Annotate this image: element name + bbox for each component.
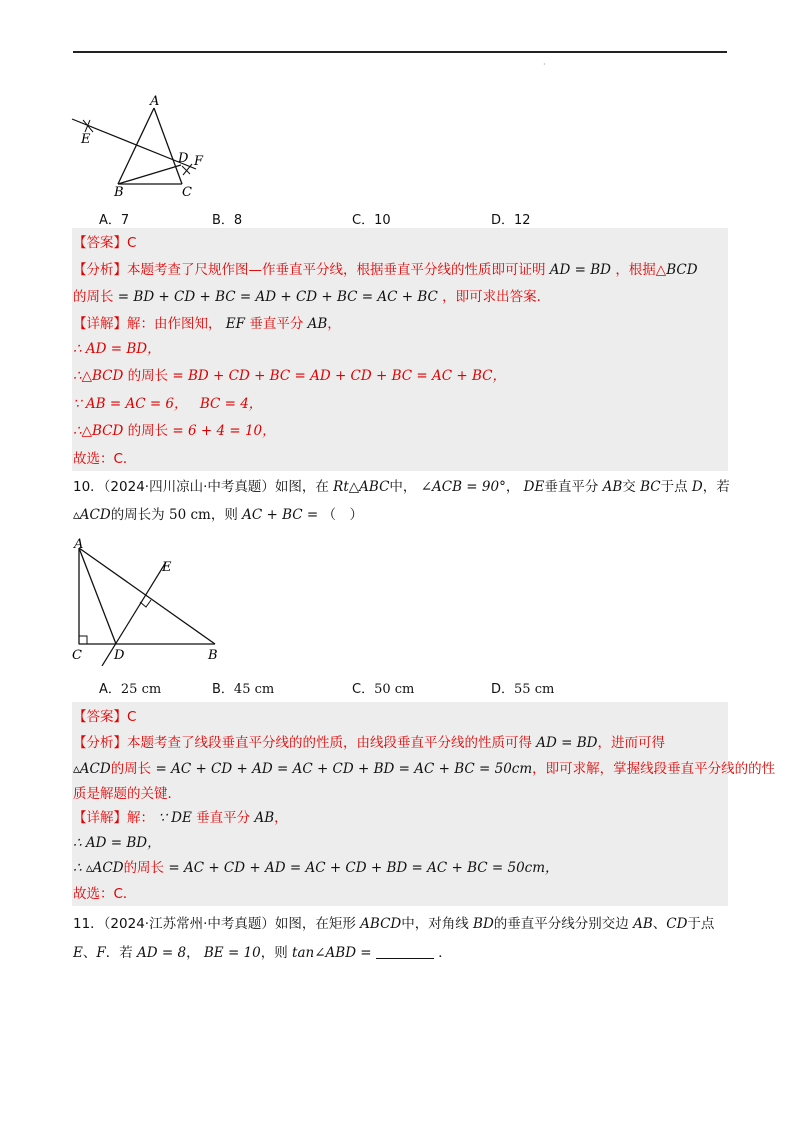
q9-answer: 【答案】C: [73, 235, 137, 251]
q11-text-b: 中，对角线: [401, 916, 469, 932]
q11-l2-math-1: E: [73, 945, 83, 961]
q10-stem-math-1: Rt△ABC: [333, 479, 390, 495]
q10-analysis-equation: = AC + CD + AD = AC + CD + BD = AC + BC = 50cm: [155, 761, 533, 777]
q9-analysis-text: 【分析】本题考查了尺规作图—作垂直平分线，根据垂直平分线的性质即可证明: [73, 262, 546, 278]
q9-step-4-tri: ∴△BCD: [73, 423, 124, 439]
q10-analysis-tri: ▵ACD: [73, 761, 111, 777]
q10-analysis-perimeter: 的周长: [110, 761, 152, 777]
q9-label-E: E: [81, 132, 91, 147]
q9-step-4: [73, 422, 276, 440]
q10-analysis-math: AD = BD: [536, 735, 598, 751]
q10-stem-text-c: ，: [505, 479, 520, 495]
q10-label-C: C: [72, 648, 82, 663]
q10-detail-math2: AB: [254, 810, 275, 826]
q9-option-a: A．7: [99, 213, 130, 228]
q10-label-E: E: [162, 560, 172, 575]
q9-detail-math2: AB: [307, 316, 328, 332]
q9-analysis-tail-math: BCD: [666, 262, 698, 278]
q10-stem-line1: [73, 478, 730, 496]
q9-detail-label: 【详解】解：由作图知，: [73, 316, 222, 332]
q10-stem-text-f: 于点: [660, 479, 688, 495]
q10-option-d: D．55 cm: [491, 682, 555, 697]
q10-stem2-math-3: AC + BC =: [242, 507, 319, 523]
q9-step-2: [73, 367, 506, 385]
q10-detail-end: ，: [274, 810, 288, 826]
q10-stem2-text-a: 的周长为: [110, 507, 165, 523]
q10-step-2-eq: = AC + CD + AD = AC + CD + BD = AC + BC = 50cm，: [168, 860, 559, 876]
q9-analysis-equation: = BD + CD + BC = AD + CD + BC = AC + BC: [117, 289, 438, 305]
q10-label-D: D: [114, 648, 125, 663]
q11-l2-text-d: ，则: [260, 945, 288, 961]
q9-step-1-math: ∴ AD = BD，: [73, 341, 161, 357]
q10-stem-math-4: AB: [602, 479, 623, 495]
q11-line1: [73, 915, 714, 933]
header-dot: ·: [543, 60, 546, 69]
q11-l2-math-3: AD = 8: [137, 945, 187, 961]
q9-option-d: D．12: [491, 213, 531, 228]
q10-step-1-math: ∴ AD = BD，: [73, 835, 161, 851]
q10-analysis-line2: [73, 760, 775, 778]
q11-l2-text-c: ，: [186, 945, 200, 961]
q9-detail-math: EF: [225, 316, 246, 332]
q9-step-1: [73, 340, 161, 358]
q10-answer: 【答案】C: [73, 709, 137, 725]
q10-stem-text-a: 10．（2024·四川凉山·中考真题）如图，在: [73, 479, 329, 495]
q10-label-A: A: [74, 537, 84, 552]
q11-l2-math-5: tan∠ABD =: [292, 945, 372, 961]
q10-step-1: [73, 834, 161, 852]
q11-l2-text-a: 、: [82, 945, 97, 961]
q9-choose: 故选：C．: [73, 451, 137, 467]
q9-step-2-text: 的周长: [127, 368, 169, 384]
q11-math-2: BD: [473, 916, 494, 932]
q10-detail-math: ∵ DE: [158, 810, 192, 826]
q10-stem-text-d: 垂直平分: [544, 479, 599, 495]
q9-detail-text: 垂直平分: [249, 316, 304, 332]
q11-math-1: ABCD: [360, 916, 402, 932]
q9-step-3: [73, 395, 262, 413]
q10-stem2-text-b: ，则: [210, 507, 238, 523]
q9-analysis-tail: ，根据△: [615, 262, 667, 278]
q10-stem-math-5: BC: [640, 479, 661, 495]
q10-label-B: B: [208, 648, 218, 663]
q11-l2-text-b: ．若: [105, 945, 133, 961]
q9-step-4-text: 的周长: [127, 423, 169, 439]
q11-math-4: CD: [666, 916, 688, 932]
q10-choose: 故选：C．: [73, 886, 137, 902]
q10-stem-math-6: D: [691, 479, 703, 495]
q10-step-2-tri: ∴ ▵ACD: [73, 860, 124, 876]
q9-label-A: A: [150, 94, 160, 109]
q9-label-B: B: [114, 185, 124, 200]
q9-analysis-math: AD = BD: [549, 262, 612, 278]
header-rule: [73, 51, 727, 53]
q9-step-3-a: ∵ AB = AC = 6，: [73, 396, 188, 412]
q10-stem-math-2: ∠ACB = 90°: [420, 479, 506, 495]
q9-analysis-line1: [73, 261, 698, 279]
q10-stem2-math-1: ▵ACD: [73, 507, 111, 523]
q11-l2-math-4: BE = 10: [203, 945, 261, 961]
q9-option-c: C．10: [352, 213, 391, 228]
q9-figure: [70, 92, 220, 200]
q11-text-c: 的垂直平分线分别交边: [493, 916, 629, 932]
q10-stem2-blank: （ ）: [322, 507, 363, 523]
q9-step-2-eq: = BD + CD + BC = AD + CD + BC = AC + BC，: [172, 368, 506, 384]
q10-stem-text-b: 中，: [389, 479, 417, 495]
q10-step-2: [73, 859, 559, 877]
q9-analysis-perimeter: 的周长: [73, 289, 114, 305]
q9-step-3-b: BC = 4，: [199, 396, 263, 412]
q10-analysis-line1: [73, 734, 665, 752]
q9-label-D: D: [178, 151, 189, 166]
q11-text-d: 、: [652, 916, 667, 932]
q11-line2: [73, 944, 452, 962]
q10-analysis-text: 【分析】本题考查了线段垂直平分线的的性质，由线段垂直平分线的性质可得: [73, 735, 532, 751]
q10-figure: [70, 534, 230, 666]
q10-detail-label: 【详解】解：: [73, 810, 154, 826]
q9-step-4-eq: = 6 + 4 = 10，: [172, 423, 276, 439]
q10-analysis-conclusion: ，即可求解，掌握线段垂直平分线的的性: [532, 761, 776, 777]
q10-option-c: C．50 cm: [352, 682, 415, 697]
q9-label-C: C: [182, 185, 192, 200]
q10-detail-text: 垂直平分: [196, 810, 251, 826]
q9-analysis-line2: [73, 288, 550, 306]
q11-text-a: 11．（2024·江苏常州·中考真题）如图，在矩形: [73, 916, 356, 932]
q10-option-a: A．25 cm: [99, 682, 162, 697]
q10-option-b: B．45 cm: [212, 682, 275, 697]
q9-analysis-conclusion: ，即可求出答案．: [442, 289, 551, 305]
q10-stem-text-e: 交: [622, 479, 636, 495]
q10-detail-line: [73, 809, 288, 827]
q11-l2-text-e: ．: [438, 945, 452, 961]
q10-analysis-line3: 质是解题的关键．: [73, 786, 181, 802]
q9-label-F: F: [194, 154, 204, 169]
q9-detail-line: [73, 315, 341, 333]
q9-step-2-tri: ∴△BCD: [73, 368, 124, 384]
q11-l2-math-2: F: [96, 945, 106, 961]
q11-answer-blank[interactable]: [376, 946, 434, 959]
q9-option-b: B．8: [212, 213, 243, 228]
q11-text-e: 于点: [687, 916, 715, 932]
q10-stem-math-3: DE: [523, 479, 545, 495]
q10-analysis-tail: ，进而可得: [597, 735, 666, 751]
q10-stem-text-g: ，若: [702, 479, 730, 495]
q10-step-2-text: 的周长: [123, 860, 165, 876]
q11-math-3: AB: [633, 916, 653, 932]
q9-detail-end: ，: [327, 316, 341, 332]
q10-stem2-math-2: 50 cm: [168, 507, 211, 523]
q10-stem-line2: [73, 506, 363, 524]
